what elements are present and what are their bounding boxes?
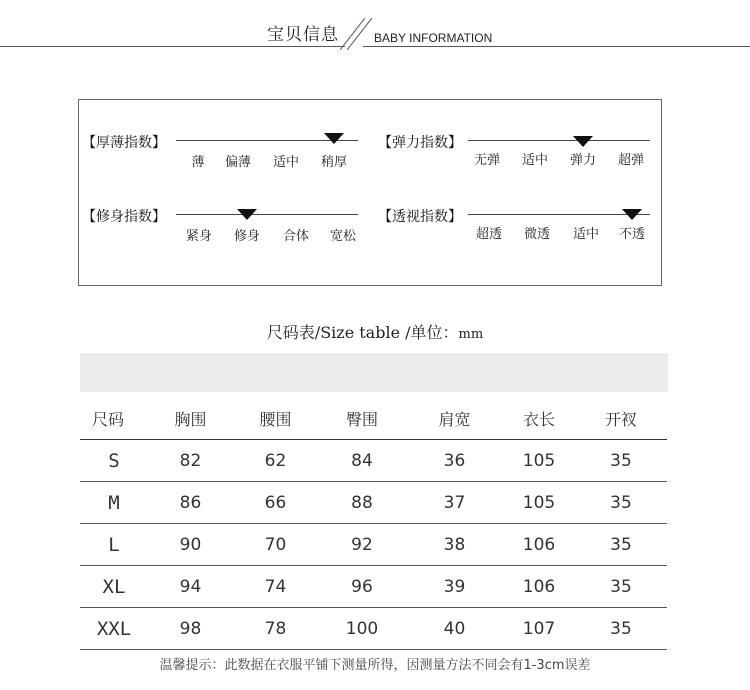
index-option: 修身: [233, 229, 261, 244]
table-cell: 35: [575, 608, 667, 650]
index-option: 弹力: [569, 153, 597, 168]
column-header: 肩宽: [406, 397, 503, 440]
table-cell: 92: [318, 524, 406, 566]
size-cell: M: [80, 482, 148, 524]
table-cell: 105: [503, 440, 575, 482]
size-cell: S: [80, 440, 148, 482]
size-table-title: [0, 320, 750, 343]
table-cell: 66: [233, 482, 318, 524]
size-table-title-text: 尺码表/Size table /单位：: [266, 323, 459, 342]
index-option: 稍厚: [320, 155, 348, 170]
table-cell: 62: [233, 440, 318, 482]
table-cell: 35: [575, 482, 667, 524]
index-option: 适中: [521, 153, 549, 168]
table-cell: 94: [148, 566, 233, 608]
section-title: 宝贝信息: [267, 25, 339, 45]
size-cell: L: [80, 524, 148, 566]
header-rule-left: [0, 46, 345, 47]
index-option: 合体: [282, 229, 310, 244]
index-option: 紧身: [185, 229, 213, 244]
index-label: 【透视指数】: [378, 209, 462, 225]
table-cell: 96: [318, 566, 406, 608]
table-header-band: [80, 353, 668, 392]
size-table-unit: mm: [458, 327, 484, 342]
table-cell: 74: [233, 566, 318, 608]
index-label: 【修身指数】: [82, 209, 166, 225]
index-option: 适中: [572, 227, 600, 242]
table-cell: 100: [318, 608, 406, 650]
index-marker-icon: [622, 209, 642, 220]
table-cell: 38: [406, 524, 503, 566]
header-slash: [340, 18, 365, 50]
index-label: 【弹力指数】: [378, 135, 462, 151]
table-row: [80, 440, 667, 482]
column-header: 衣长: [503, 397, 575, 440]
index-option: 无弹: [473, 153, 501, 168]
column-header: 腰围: [233, 397, 318, 440]
table-cell: 78: [233, 608, 318, 650]
index-option: 宽松: [329, 229, 357, 244]
index-label: 【厚薄指数】: [82, 135, 166, 151]
column-header: 尺码: [80, 397, 148, 440]
table-cell: 90: [148, 524, 233, 566]
index-marker-icon: [237, 209, 257, 220]
index-option: 不透: [618, 227, 646, 242]
table-cell: 36: [406, 440, 503, 482]
index-marker-icon: [324, 133, 344, 144]
index-option: 适中: [272, 155, 300, 170]
size-cell: XL: [80, 566, 148, 608]
index-option: 薄: [191, 155, 205, 170]
table-cell: 40: [406, 608, 503, 650]
table-cell: 82: [148, 440, 233, 482]
table-cell: 86: [148, 482, 233, 524]
table-row: [80, 524, 667, 566]
index-option: 超透: [475, 227, 503, 242]
table-cell: 35: [575, 440, 667, 482]
size-cell: XXL: [80, 608, 148, 650]
index-panel: [78, 99, 662, 286]
index-option: 偏薄: [224, 155, 252, 170]
table-cell: 35: [575, 524, 667, 566]
table-cell: 98: [148, 608, 233, 650]
index-option: 微透: [523, 227, 551, 242]
table-cell: 107: [503, 608, 575, 650]
table-cell: 106: [503, 524, 575, 566]
table-cell: 39: [406, 566, 503, 608]
table-cell: 84: [318, 440, 406, 482]
table-row: [80, 566, 667, 608]
table-header-row: [80, 397, 667, 440]
column-header: 胸围: [148, 397, 233, 440]
header-rule-right: [363, 46, 750, 47]
table-row: [80, 608, 667, 650]
table-cell: 70: [233, 524, 318, 566]
size-table: [80, 397, 667, 650]
index-option: 超弹: [617, 153, 645, 168]
table-cell: 105: [503, 482, 575, 524]
section-subtitle: BABY INFORMATION: [374, 31, 493, 45]
index-scale-line: [468, 140, 650, 141]
column-header: 开衩: [575, 397, 667, 440]
table-row: [80, 482, 667, 524]
index-scale-line: [176, 214, 358, 215]
index-marker-icon: [573, 136, 593, 147]
table-cell: 35: [575, 566, 667, 608]
measurement-note: 温馨提示：此数据在衣服平铺下测量所得，因测量方法不同会有1-3cm误差: [159, 658, 591, 673]
column-header: 臀围: [318, 397, 406, 440]
table-cell: 37: [406, 482, 503, 524]
table-cell: 106: [503, 566, 575, 608]
table-cell: 88: [318, 482, 406, 524]
